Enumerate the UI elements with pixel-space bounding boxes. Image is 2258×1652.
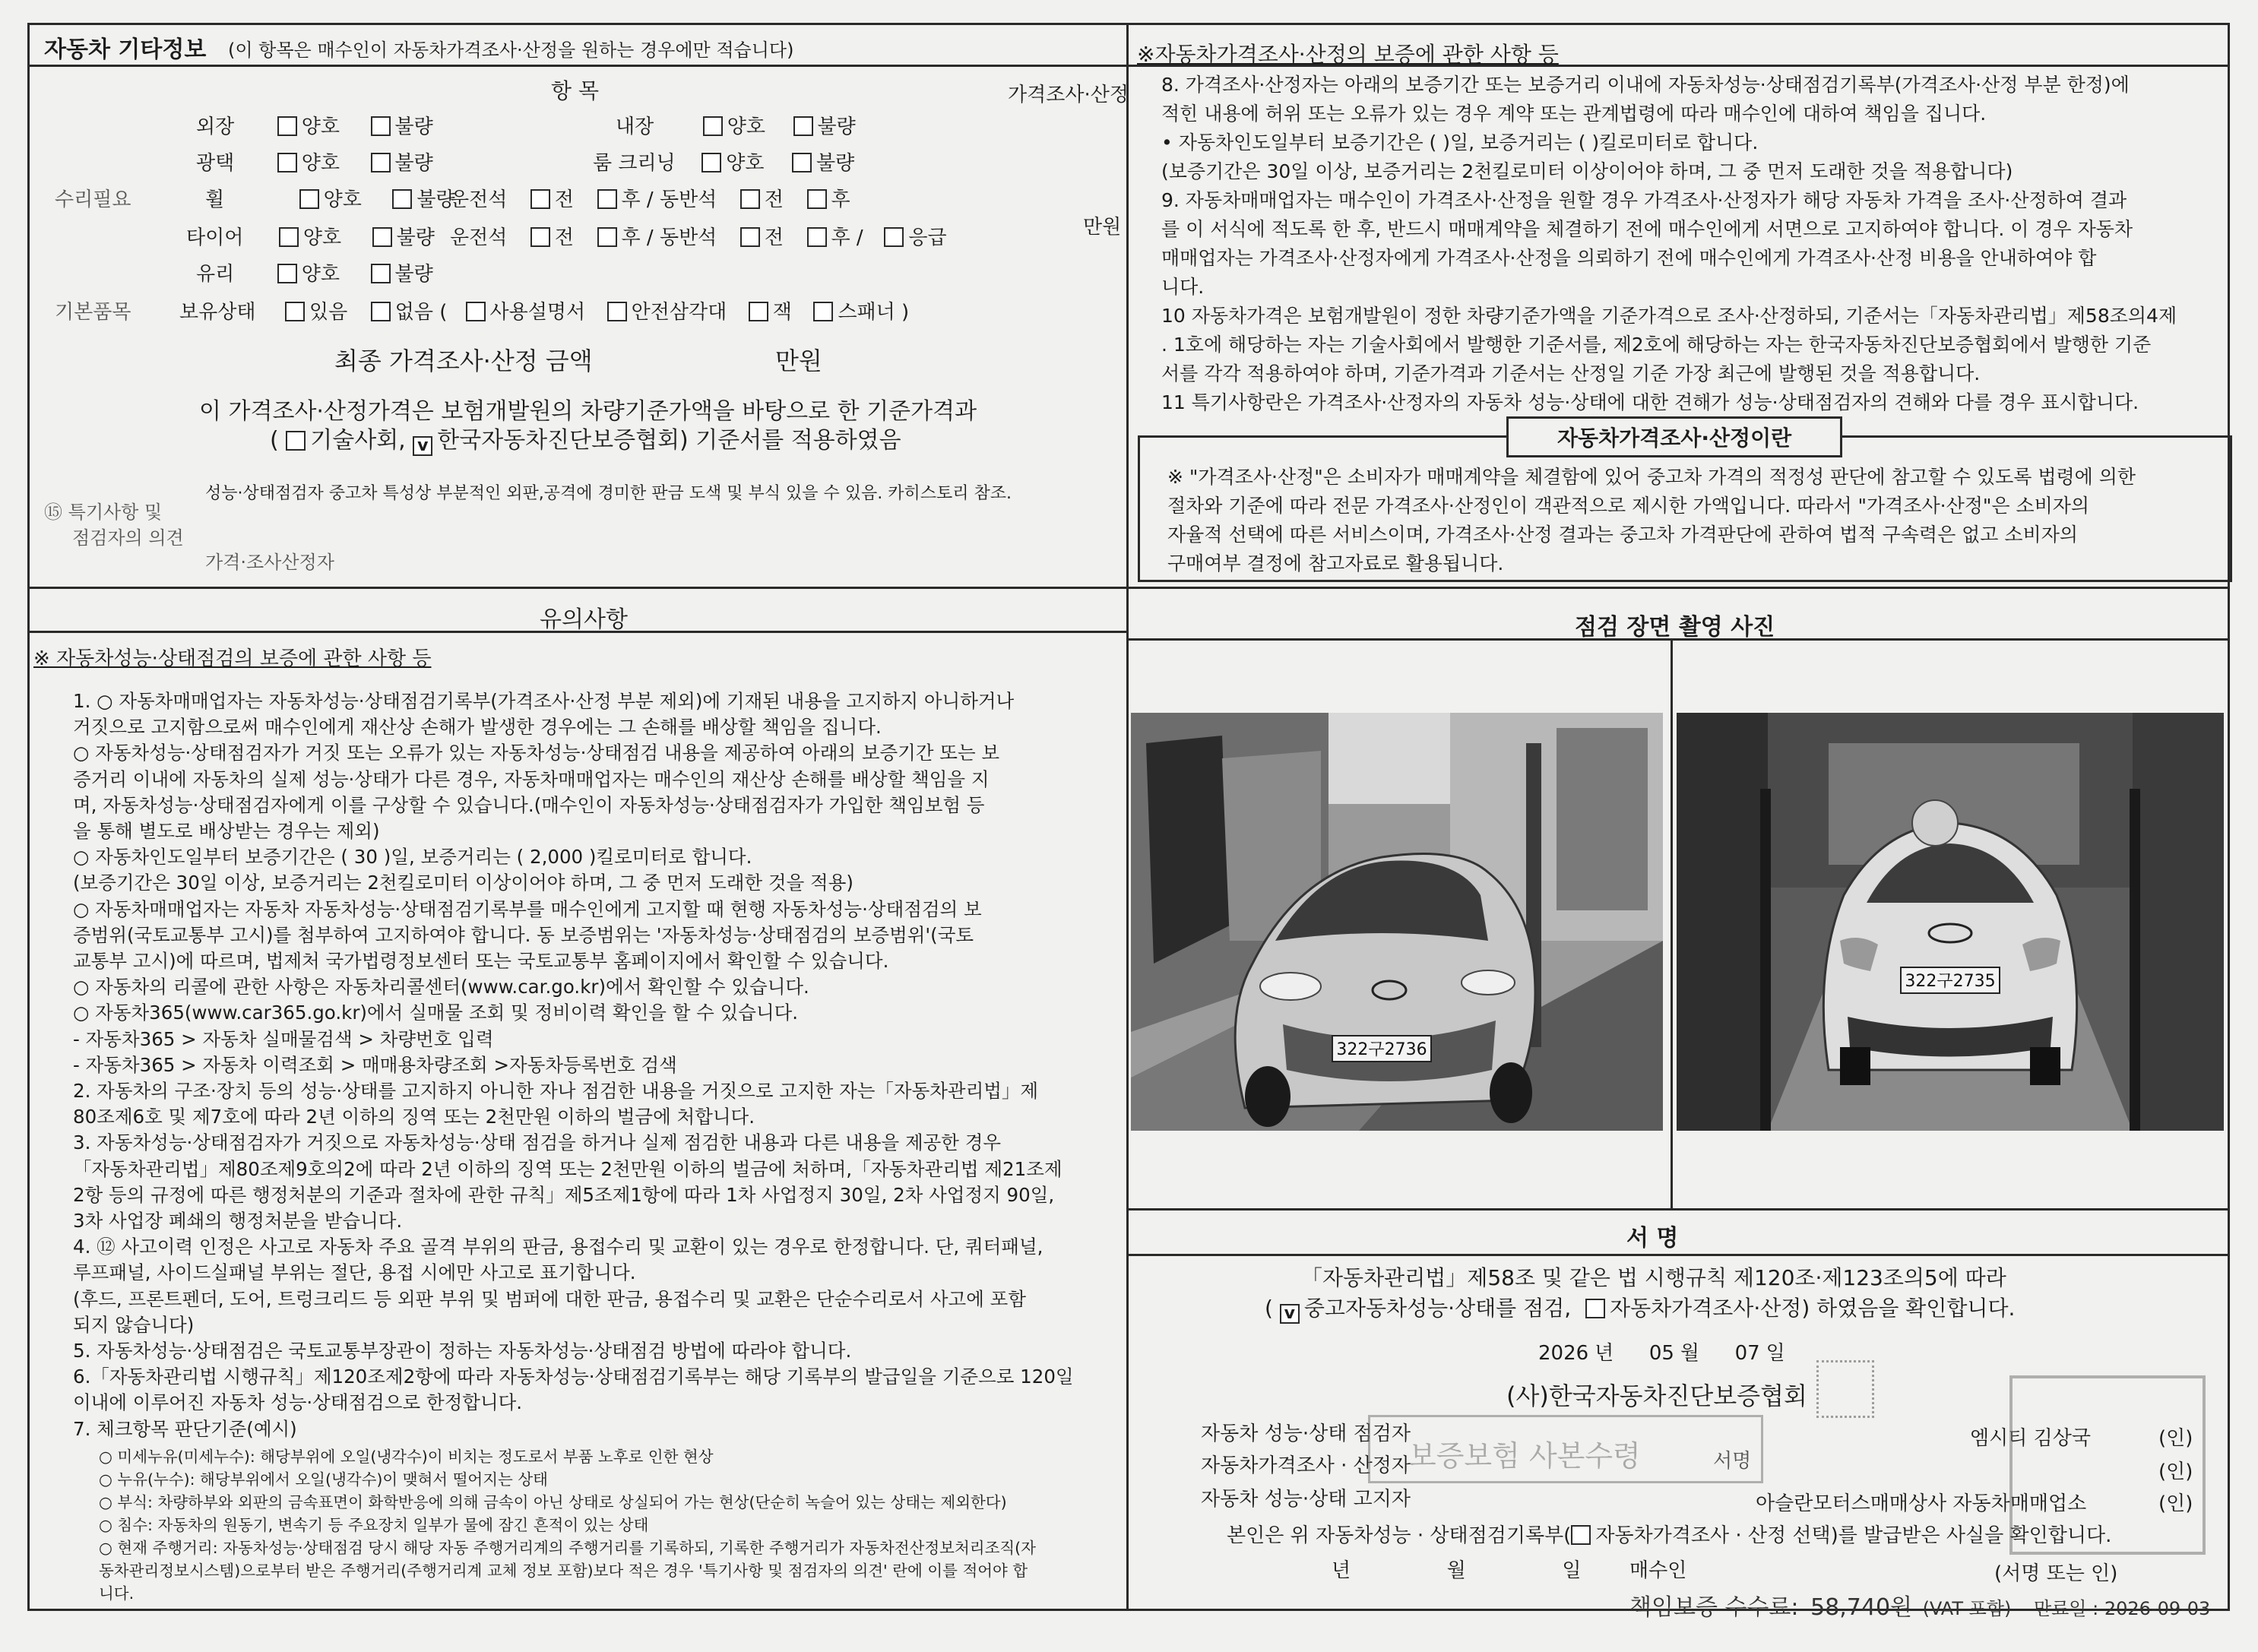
good-label: 양호 [727, 116, 765, 138]
wheel-passenger-front-checkbox[interactable] [740, 189, 760, 209]
notifier-name: 아슬란모터스매매상사 자동차매매업소 [1756, 1492, 2087, 1515]
fee-vat: (VAT 포함) [1922, 1598, 2012, 1619]
used-car-inspection-checkbox[interactable]: v [1280, 1304, 1300, 1324]
text-line: 증범위(국토교통부 고시)를 첨부하여 고지하여야 합니다. 동 보증범위는 '자동차성능·상태점검의 보증범위'(국토 [73, 923, 974, 946]
good-label: 양호 [301, 263, 340, 286]
special-notes-text: 성능·상태점검자 중고차 특성상 부분적인 외판,공격에 경미한 판금 도색 및 부식 있을 수 있음. 카히스토리 참조. [205, 484, 1012, 503]
signature-law-line: 「자동차관리법」제58조 및 같은 법 시행규칙 제120조·제123조의5에 따라 [1301, 1265, 2006, 1290]
spanner-label: 스패너 ) [838, 301, 910, 324]
text-line: 3. 자동차성능·상태점검자가 거짓으로 자동차성능·상태 점검을 하거나 실제 점검한 내용과 다른 내용을 제공한 경우 [73, 1131, 1002, 1154]
possession-none-checkbox[interactable] [371, 302, 391, 321]
rear-label: 후 [831, 226, 850, 249]
possession-label: 보유상태 [179, 301, 256, 324]
front-label: 전 [554, 188, 575, 211]
exterior-good-checkbox[interactable] [277, 116, 297, 136]
rear-plate-text: 322구2735 [1905, 972, 1996, 991]
wheel-good-checkbox[interactable] [299, 189, 319, 209]
good-label: 양호 [726, 152, 765, 175]
left-header-rule [27, 65, 1126, 67]
rear-label: 후 [831, 188, 850, 211]
row-room-cleaning [593, 147, 854, 176]
room-cleaning-good-checkbox[interactable] [701, 153, 721, 172]
row-wheel-position [450, 184, 850, 212]
receipt-price-survey-checkbox[interactable] [1571, 1525, 1591, 1545]
interior-good-checkbox[interactable] [703, 116, 723, 136]
signature-top-divider [1126, 1208, 2230, 1211]
text-line: ○ 자동차성능·상태점검자가 거짓 또는 오류가 있는 자동차성능·상태점검 내용을 제공하여 아래의 보증기간 또는 보 [73, 742, 1000, 764]
receipt-text-a: 본인은 위 자동차성능 · 상태점검기록부( [1227, 1524, 1572, 1547]
used-car-inspection-label: 중고자동차성능·상태를 점검, [1303, 1296, 1572, 1321]
row-tire [186, 222, 435, 250]
blank-day: 일 [1562, 1559, 1582, 1582]
special-notes-label-2: 점검자의 의견 [72, 527, 184, 549]
tire-emergency-checkbox[interactable] [884, 227, 904, 247]
text-line: 「자동차관리법」제80조제9호의2에 따라 2년 이하의 징역 또는 2천만원 이하의 벌금에 처하며,「자동차관리법 제21조제 [73, 1157, 1062, 1180]
row-gloss [196, 147, 433, 176]
text-line: 절차와 기준에 따라 전문 가격조사·산정인이 객관적으로 제시한 가액입니다. 따라서 "가격조사·산정"은 소비자의 [1167, 495, 2090, 517]
price-warranty-title: ※자동차가격조사·산정의 보증에 관한 사항 등 [1137, 42, 1559, 67]
text-line: 적힌 내용에 허위 또는 오류가 있는 경우 계약 또는 관계법령에 따라 매수인에 대하여 책임을 집니다. [1161, 103, 1987, 125]
triangle-label: 안전삼각대 [631, 301, 727, 324]
price-unit: 만원 [1083, 216, 1122, 239]
driver-seat-label: 운전석 [450, 188, 508, 211]
bad-label: 불량 [816, 152, 855, 175]
text-line: 8. 가격조사·산정자는 아래의 보증기간 또는 보증거리 이내에 자동차성능·상태점검기록부(가격조사·산정 부분 한정)에 [1161, 74, 2130, 96]
day-unit: 일 [1766, 1342, 1785, 1365]
special-price-label: 가격·조사산정자 [205, 552, 334, 573]
text-line: 2항 등의 규정에 따른 행정처분의 기준과 절차에 관한 규칙」제5조제1항에 따라 1차 사업정지 30일, 2차 사업정지 90일, [73, 1183, 1055, 1206]
front-plate-text: 322구2736 [1336, 1040, 1427, 1059]
text-line: ○ 누유(누수): 해당부위에서 오일(냉각수)이 맺혀서 떨어지는 상태 [99, 1470, 548, 1489]
date-day: 07 [1734, 1342, 1760, 1365]
jack-label: 잭 [772, 301, 792, 324]
gloss-bad-checkbox[interactable] [371, 153, 391, 172]
other-info-title: 자동차 기타정보 [44, 36, 207, 63]
text-line: 자율적 선택에 따른 서비스이며, 가격조사·산정 결과는 중고차 가격판단에 관하여 법적 구속력은 없고 소비자의 [1167, 524, 2079, 546]
rear-inspection-photo [1677, 713, 2224, 1131]
price-survey-label: 자동차가격조사·산정) 하였음을 확인합니다. [1610, 1296, 2016, 1321]
wheel-driver-rear-checkbox[interactable] [597, 189, 617, 209]
warranty-fee-line [1629, 1588, 2210, 1622]
warranty-expiry: 만료일 : 2026-09-03 [2033, 1598, 2211, 1619]
signature-confirm-line: ( v 중고자동차성능·상태를 점검, 자동차가격조사·산정) 하였음을 확인합니다. [1265, 1296, 2016, 1323]
text-line: ○ 미세누유(미세누수): 해당부위에 오일(냉각수)이 비치는 정도로서 부품 노후로 인한 현상 [99, 1448, 714, 1466]
basis-tech-society-checkbox[interactable] [286, 431, 306, 451]
driver-seat-label: 운전석 [450, 226, 508, 249]
insurance-copy-stamp [1368, 1415, 1763, 1483]
jack-checkbox[interactable] [749, 302, 768, 321]
row-interior [616, 111, 856, 139]
buyer-sign-or-seal: (서명 또는 인) [1994, 1562, 2118, 1585]
text-line: ○ 현재 주행거리: 자동차성능·상태점검 당시 해당 자동 주행거리계의 주행거리를 기록하되, 기록한 주행거리가 자동차전산정보처리조직(자 [99, 1539, 1036, 1557]
row-possession: 보유상태 있음 없음 ( 사용설명서 안전삼각대 잭 스패너 ) [179, 301, 910, 324]
price-basis-line: 이 가격조사·산정가격은 보험개발원의 차량기준가액을 바탕으로 한 기준가격과 [199, 398, 977, 425]
text-line: ○ 자동차의 리콜에 관한 사항은 자동차리콜센터(www.car.go.kr)에서 확인할 수 있습니다. [73, 976, 809, 998]
price-surveyor-seal: (인) [2158, 1461, 2193, 1483]
emergency-label: 응급 [908, 226, 947, 249]
wheel-driver-front-checkbox[interactable] [530, 189, 550, 209]
tire-driver-rear-checkbox[interactable] [597, 227, 617, 247]
bad-label: 불량 [396, 226, 435, 249]
buyer-label: 매수인 [1629, 1559, 1687, 1582]
text-line: 7. 체크항목 판단기준(예시) [73, 1417, 297, 1440]
text-line: (보증기간은 30일 이상, 보증거리는 2천킬로미터 이상이어야 하며, 그 중 먼저 도래한 것을 적용합니다) [1161, 160, 2013, 182]
row-interior-label: 내장 [616, 116, 654, 138]
front-label: 전 [554, 226, 575, 249]
none-label: 없음 [394, 301, 433, 324]
row-glass [196, 258, 433, 286]
price-survey-checkbox[interactable] [1585, 1299, 1605, 1318]
fee-label: 책임보증 수수료: [1629, 1594, 1799, 1621]
manual-label: 사용설명서 [489, 301, 586, 324]
rear-passenger-label: 후 / 동반석 [621, 188, 717, 211]
basis-tech-label: 기술사회, [310, 427, 406, 454]
text-line: 동차관리정보시스템)으로부터 받은 주행거리(주행거리계 교체 정보 포함)보다 적은 경우 '특기사항 및 점검자의 의견' 란에 이를 적어야 합 [99, 1562, 1028, 1580]
text-line: 을 통해 별도로 배상받는 경우는 제외) [73, 820, 380, 842]
possession-have-checkbox[interactable] [285, 302, 305, 321]
rear-passenger-label: 후 / 동반석 [621, 226, 717, 249]
text-line: 루프패널, 사이드실패널 부위는 절단, 용접 시에만 사고로 표기합니다. [73, 1261, 636, 1284]
text-line: 되지 않습니다) [73, 1313, 195, 1336]
text-line: 서를 각각 적용하여야 하며, 기준가격과 기준서는 산정일 기준 가장 최근에 발행된 것을 적용합니다. [1161, 362, 1981, 385]
buyer-receipt-line [1227, 1520, 2111, 1548]
text-line: 증거리 이내에 자동차의 실제 성능·상태가 다른 경우, 자동차매매업자는 매수인의 재산상 손해를 배상할 책임을 지 [73, 767, 990, 790]
price-surveyor-label: 자동차가격조사 · 산정자 [1201, 1454, 1411, 1477]
basic-items-label: 기본품목 [55, 301, 131, 324]
center-divider [1126, 23, 1129, 1611]
buyer-date-blank [1332, 1555, 1581, 1583]
bad-label: 불량 [394, 263, 433, 286]
final-price-unit: 만원 [775, 347, 822, 375]
date-year: 2026 [1538, 1342, 1589, 1365]
bad-label: 불량 [394, 116, 433, 138]
basis-assoc-label: 한국자동차진단보증협회) 기준서를 적용하였음 [437, 427, 901, 454]
col-item-header: 항 목 [551, 78, 599, 103]
text-line: ○ 자동차365(www.car365.go.kr)에서 실매물 조회 및 정비이력 확인을 할 수 있습니다. [73, 1002, 799, 1024]
bad-label: 불량 [416, 188, 455, 211]
text-line: 거짓으로 고지함으로써 매수인에게 재산상 손해가 발생한 경우에는 그 손해를 배상할 책임을 집니다. [73, 716, 882, 739]
text-line: 5. 자동차성능·상태점검은 국토교통부장관이 정하는 자동차성능·상태점검 방법에 따라야 합니다. [73, 1340, 852, 1362]
text-line: 10 자동차가격은 보험개발원이 정한 차량기준가액을 기준가격으로 조사·산정하되, 기준서는「자동차관리법」제58조의4제 [1161, 305, 2177, 327]
tire-passenger-front-checkbox[interactable] [740, 227, 760, 247]
glass-good-checkbox[interactable] [277, 264, 297, 283]
photo-header: 점검 장면 촬영 사진 [1575, 614, 1775, 641]
text-line: (보증기간은 30일 이상, 보증거리는 2천킬로미터 이상이어야 하며, 그 중 먼저 도래한 것을 적용) [73, 872, 853, 894]
repair-needed-label: 수리필요 [55, 188, 131, 211]
rear-photo-graphic [1677, 713, 2224, 1131]
row-exterior-label: 외장 [196, 116, 235, 138]
basis-assoc-checkbox[interactable]: v [413, 436, 432, 456]
bad-label: 불량 [817, 116, 856, 138]
receipt-text-b: 자동차가격조사 · 산정 선택)를 발급받은 사실을 확인합니다. [1595, 1524, 2112, 1547]
price-definition-title: 자동차가격조사·산정이란 [1506, 416, 1842, 457]
final-price-label: 최종 가격조사·산정 금액 [334, 347, 593, 375]
inspector-seal: (인) [2158, 1427, 2193, 1450]
upper-section-divider [27, 587, 2230, 589]
text-line: 1. ○ 자동차매매업자는 자동차성능·상태점검기록부(가격조사·산정 부분 제외)에 기재된 내용을 고지하지 아니하거나 [73, 690, 1015, 712]
text-line: . 1호에 해당하는 자는 기술사회에서 발행한 기준서를, 제2호에 해당하는 자는 한국자동차진단보증협회에서 발행한 기준 [1161, 334, 2152, 356]
text-line: 니다. [1161, 276, 1205, 298]
text-line: 를 이 서식에 적도록 한 후, 반드시 매매계약을 체결하기 전에 매수인에게 서면으로 고지하여야 합니다. 이 경우 자동차 [1161, 218, 2133, 240]
special-notes-label-1: ⑮ 특기사항 및 [44, 502, 163, 523]
front-photo-graphic [1131, 713, 1663, 1131]
interior-bad-checkbox[interactable] [793, 116, 813, 136]
notifier-seal: (인) [2158, 1492, 2193, 1515]
row-tire-label: 타이어 [186, 226, 244, 249]
signature-header-divider [1126, 1254, 2230, 1256]
text-line: 2. 자동차의 구조·장치 등의 성능·상태를 고지하지 아니한 자나 점검한 내용을 거짓으로 고지한 자는「자동차관리법」제 [73, 1080, 1039, 1102]
manual-checkbox[interactable] [466, 302, 486, 321]
bad-label: 불량 [394, 152, 433, 175]
text-line: 9. 자동차매매업자는 매수인이 가격조사·산정을 원할 경우 가격조사·산정자가 해당 자동차 가격을 조사·산정하여 결과 [1161, 189, 2127, 211]
tire-driver-front-checkbox[interactable] [530, 227, 550, 247]
text-line: 며, 자동차성능·상태점검자에게 이를 구상할 수 있습니다.(매수인이 자동차성능·상태점검자가 가입한 책임보험 등 [73, 793, 985, 816]
good-label: 양호 [302, 226, 342, 249]
inspector-label: 자동차 성능·상태 점검자 [1201, 1423, 1411, 1445]
tire-bad-checkbox[interactable] [372, 227, 392, 247]
row-tire-position: 운전석 전 후 / 동반석 전 후 / 응급 [450, 226, 947, 249]
tire-passenger-rear-checkbox[interactable] [807, 227, 827, 247]
signature-header: 서 명 [1626, 1225, 1679, 1252]
date-month: 05 [1648, 1342, 1674, 1365]
good-label: 양호 [301, 116, 340, 138]
triangle-checkbox[interactable] [607, 302, 627, 321]
row-glass-label: 유리 [196, 263, 235, 286]
text-line: 3차 사업장 폐쇄의 행정처분을 받습니다. [73, 1210, 403, 1232]
text-line: 교통부 고시)에 따르며, 법제처 국가법령정보센터 또는 국토교통부 홈페이지에서 확인할 수 있습니다. [73, 950, 889, 972]
gloss-good-checkbox[interactable] [277, 153, 297, 172]
text-line: ○ 부식: 차량하부와 외판의 금속표면이 화학반응에 의해 금속이 아닌 상태로 상실되어 가는 현상(단순히 녹슬어 있는 상태는 제외한다) [99, 1493, 1007, 1511]
front-label: 전 [764, 188, 784, 211]
text-line: ※ "가격조사·산정"은 소비자가 매매계약을 체결함에 있어 중고차 가격의 적정성 판단에 참고할 수 있도록 법령에 의한 [1167, 466, 2136, 488]
inspector-name: 엠시티 김상국 [1970, 1427, 2091, 1450]
text-line: 11 특기사항란은 가격조사·산정자의 자동차 성능·상태에 대한 견해가 성능·상태점검자의 견해와 다를 경우 표시합니다. [1161, 391, 2139, 413]
exterior-bad-checkbox[interactable] [371, 116, 391, 136]
wheel-bad-checkbox[interactable] [392, 189, 412, 209]
blank-year: 년 [1332, 1559, 1351, 1582]
price-surveyor-sign: 서명 [1713, 1450, 1752, 1473]
good-label: 양호 [323, 188, 362, 211]
signature-date [1538, 1337, 1785, 1366]
row-wheel-label: 휠 [205, 188, 225, 211]
org-seal-mark [1816, 1360, 1874, 1418]
text-line: - 자동차365 > 자동차 이력조회 > 매매용차량조회 >자동차등록번호 검색 [73, 1053, 677, 1076]
price-basis-options: ( 기술사회, v 한국자동차진단보증협회) 기준서를 적용하였음 [270, 427, 901, 455]
month-unit: 월 [1680, 1342, 1700, 1365]
row-wheel [205, 184, 455, 212]
text-line: ○ 자동차매매업자는 자동차 자동차성능·상태점검기록부를 매수인에게 고지할 때 현행 자동차성능·상태점검의 보 [73, 897, 982, 920]
front-label: 전 [764, 226, 784, 249]
notice-subheader: ※ 자동차성능·상태점검의 보증에 관한 사항 등 [33, 647, 432, 670]
photo-divider [1671, 638, 1673, 1208]
notice-header: 유의사항 [540, 606, 628, 633]
text-line: 매매업자는 가격조사·산정자에게 가격조사·산정을 의뢰하기 전에 매수인에게 가격조사·산정 비용을 안내하여야 합 [1161, 247, 2097, 269]
wheel-passenger-rear-checkbox[interactable] [807, 189, 827, 209]
front-inspection-photo [1131, 713, 1663, 1131]
row-gloss-label: 광택 [196, 152, 235, 175]
text-line: ○ 자동차인도일부터 보증기간은 ( 30 )일, 보증거리는 ( 2,000 )킬로미터로 합니다. [73, 846, 752, 869]
tire-good-checkbox[interactable] [279, 227, 299, 247]
text-line: 이내에 이루어진 자동차 성능·상태점검으로 한정합니다. [73, 1391, 523, 1414]
good-label: 양호 [301, 152, 340, 175]
text-line: 4. ⑫ 사고이력 인정은 사고로 자동차 주요 골격 부위의 판금, 용접수리 및 교환이 있는 경우로 한정합니다. 단, 쿼터패널, [73, 1236, 1043, 1258]
text-line: 80조제6호 및 제7호에 따라 2년 이하의 징역 또는 2천만원 이하의 벌금에 처합니다. [73, 1106, 755, 1128]
fee-value: 58,740원 [1810, 1594, 1913, 1621]
text-line: • 자동차인도일부터 보증기간은 ( )일, 보증거리는 ( )킬로미터로 합니다. [1161, 131, 1759, 153]
row-room-cleaning-label: 룸 크리닝 [593, 152, 676, 175]
spanner-checkbox[interactable] [813, 302, 833, 321]
year-unit: 년 [1595, 1342, 1614, 1365]
text-line: 구매여부 결정에 참고자료로 활용됩니다. [1167, 552, 1504, 574]
insurance-copy-stamp-text: 보증보험 사본수령 [1408, 1439, 1641, 1473]
have-label: 있음 [309, 301, 348, 324]
blank-month: 월 [1446, 1559, 1466, 1582]
text-line: (후드, 프론트펜더, 도어, 트렁크리드 등 외판 부위 및 범퍼에 대한 판금, 용접수리 및 교환은 단순수리로서 사고에 포함 [73, 1287, 1026, 1310]
room-cleaning-bad-checkbox[interactable] [792, 153, 812, 172]
glass-bad-checkbox[interactable] [371, 264, 391, 283]
other-info-note: (이 항목은 매수인이 자동차가격조사·산정을 원하는 경우에만 적습니다) [228, 40, 794, 61]
text-line: ○ 침수: 자동차의 원동기, 변속기 등 주요장치 일부가 물에 잠긴 흔적이 있는 상태 [99, 1516, 649, 1534]
col-price-header: 가격조사·산정 [1008, 84, 1129, 106]
text-line: 니다. [99, 1584, 135, 1603]
text-line: - 자동차365 > 자동차 실매물검색 > 차량번호 입력 [73, 1027, 494, 1050]
issuing-organization: (사)한국자동차진단보증협회 [1506, 1381, 1807, 1410]
text-line: 6.「자동차관리법 시행규칙」제120조제2항에 따라 자동차성능·상태점검기록부는 해당 기록부의 발급일을 기준으로 120일 [73, 1366, 1074, 1388]
notifier-label: 자동차 성능·상태 고지자 [1201, 1488, 1411, 1511]
row-exterior [196, 111, 433, 139]
